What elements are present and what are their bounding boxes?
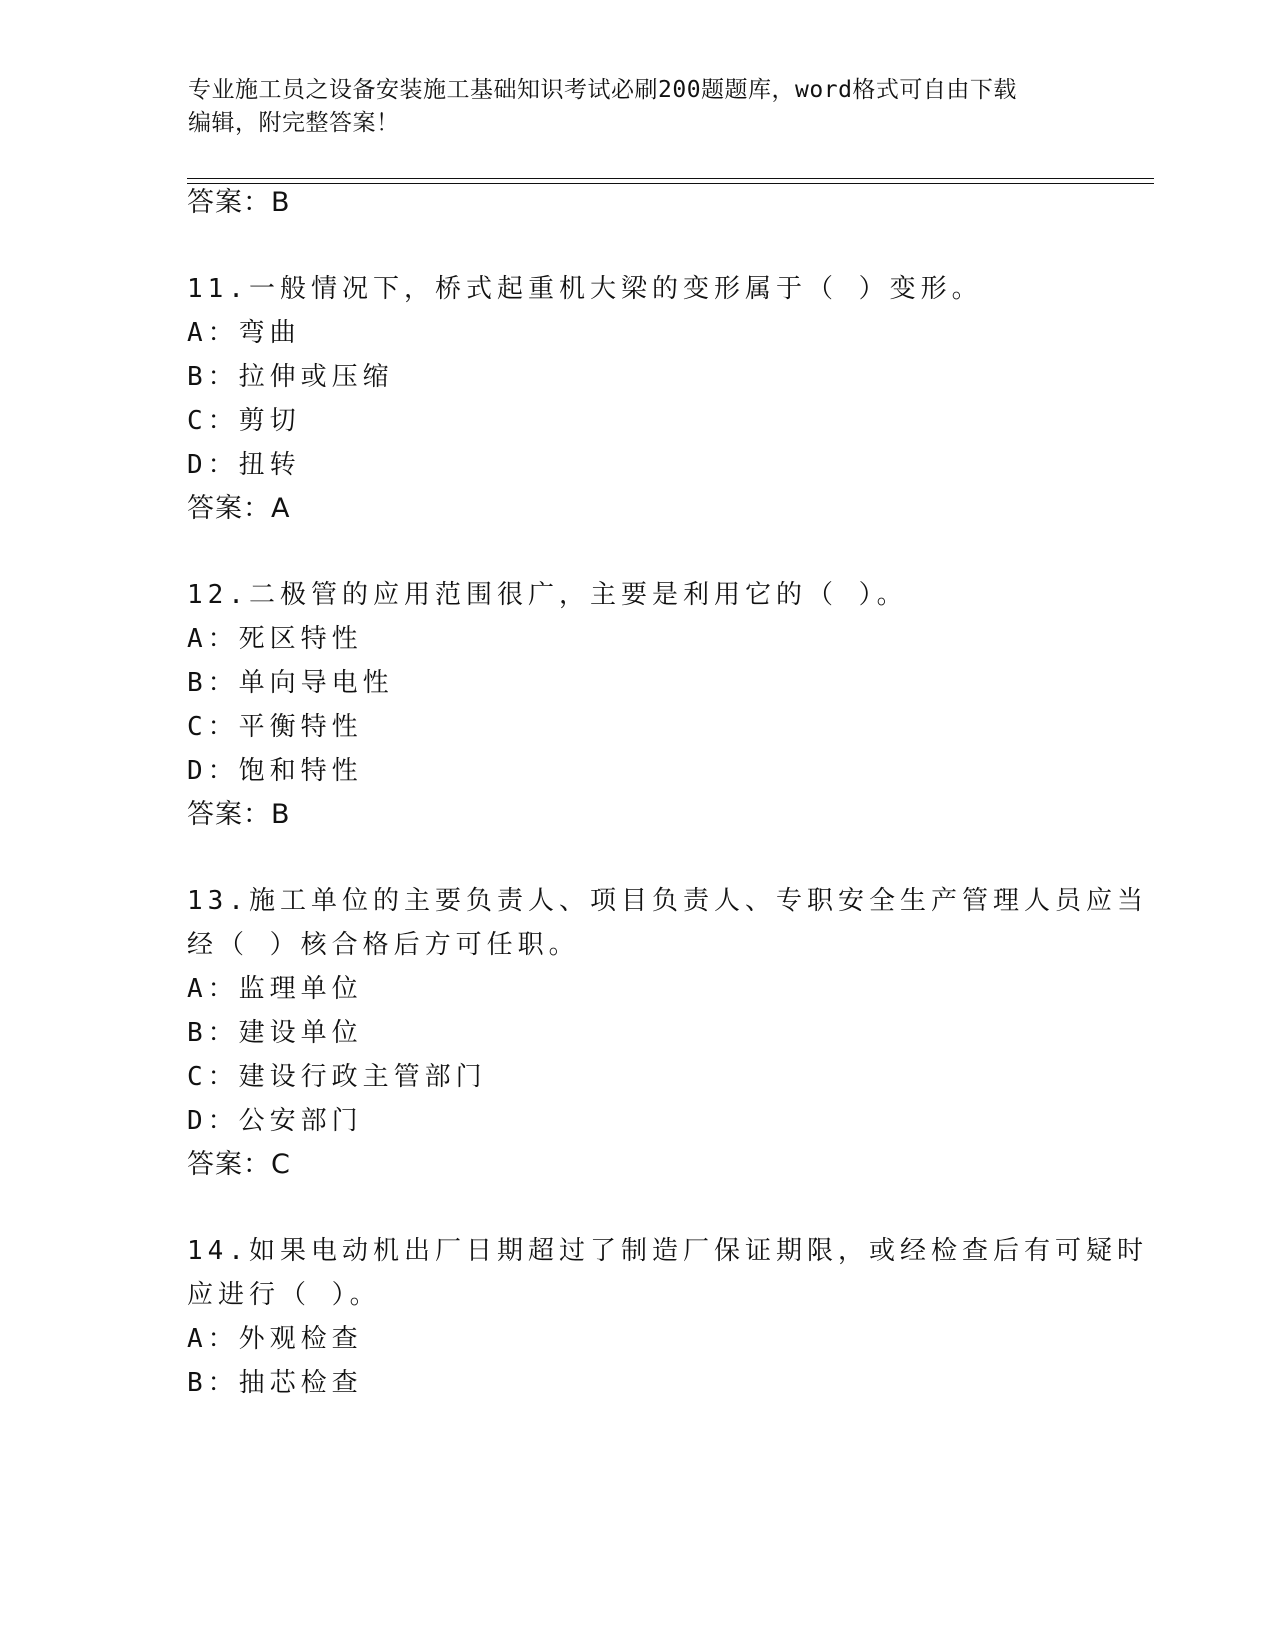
answer-line: 答案：B: [187, 187, 291, 218]
option-a: A：死区特性: [187, 624, 363, 654]
option-a: A：外观检查: [187, 1324, 363, 1354]
question-stem-continued: 经（ ）核合格后方可任职。: [187, 930, 580, 960]
option-d: D：饱和特性: [187, 756, 363, 786]
question-stem: 14.如果电动机出厂日期超过了制造厂保证期限，或经检查后有可疑时: [187, 1236, 1148, 1266]
header-line-1: 专业施工员之设备安装施工基础知识考试必刷200题题库，word格式可自由下载: [188, 77, 1017, 103]
header-line-2: 编辑，附完整答案！: [188, 110, 400, 136]
option-b: B：抽芯检查: [187, 1368, 363, 1398]
option-d: D：扭转: [187, 450, 301, 480]
question-stem-continued: 应进行（ ）。: [187, 1280, 381, 1310]
answer-line: 答案：A: [187, 493, 291, 524]
question-stem: 12.二极管的应用范围很广，主要是利用它的（ ）。: [187, 580, 908, 610]
document-header: [188, 74, 1088, 140]
header-divider-bottom: [187, 183, 1154, 184]
question-stem: 13.施工单位的主要负责人、项目负责人、专职安全生产管理人员应当: [187, 886, 1148, 916]
option-b: B：单向导电性: [187, 668, 394, 698]
header-divider-top: [187, 178, 1154, 179]
option-c: C：平衡特性: [187, 712, 363, 742]
option-a: A：监理单位: [187, 974, 363, 1004]
option-c: C：建设行政主管部门: [187, 1062, 487, 1092]
answer-line: 答案：B: [187, 799, 291, 830]
option-b: B：建设单位: [187, 1018, 363, 1048]
answer-line: 答案：C: [187, 1149, 291, 1180]
option-b: B：拉伸或压缩: [187, 362, 394, 392]
question-stem: 11.一般情况下，桥式起重机大梁的变形属于（ ）变形。: [187, 274, 983, 304]
option-a: A：弯曲: [187, 318, 301, 348]
option-d: D：公安部门: [187, 1106, 363, 1136]
option-c: C：剪切: [187, 406, 301, 436]
